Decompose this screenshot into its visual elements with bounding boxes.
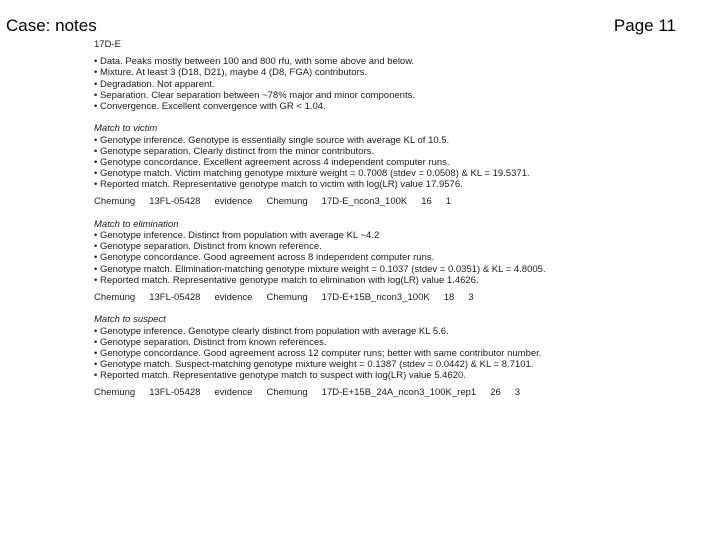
notes-body xyxy=(94,39,694,399)
ref-lab2: Chemung xyxy=(266,291,308,303)
victim-bullet: • Reported match. Representative genotype match to victim with log(LR) value 17.9576. xyxy=(94,179,463,191)
sample-bullet: • Degradation. Not apparent. xyxy=(94,78,215,90)
elimination-bullet: • Genotype inference. Distinct from population with average KL ~4.2 xyxy=(94,230,380,241)
ref-type: evidence xyxy=(214,387,253,399)
sample-bullet: • Separation. Clear separation between ~78% major and minor components. xyxy=(94,89,415,101)
suspect-reference-row xyxy=(94,387,694,398)
suspect-bullet: • Genotype separation. Distinct from known references. xyxy=(94,336,327,348)
victim-bullet: • Genotype separation. Clearly distinct from the minor contributors. xyxy=(94,145,375,157)
ref-n1: 16 xyxy=(421,196,432,208)
victim-bullet: • Genotype inference. Genotype is essentially single source with average KL of 10.5. xyxy=(94,134,450,146)
ref-n1: 26 xyxy=(490,387,501,399)
elimination-bullet: • Genotype concordance. Good agreement across 8 independent computer runs. xyxy=(94,252,435,264)
ref-type: evidence xyxy=(214,291,253,303)
suspect-bullet: • Genotype match. Suspect-matching genotype mixture weight = 0.1387 (stdev = 0.0442) & KL = 8.7101. xyxy=(94,359,534,371)
ref-case: 13FL-05428 xyxy=(149,291,201,303)
ref-case: 13FL-05428 xyxy=(149,387,201,399)
sample-bullet: • Data. Peaks mostly between 100 and 800 rfu, with some above and below. xyxy=(94,56,415,68)
elimination-bullet: • Genotype separation. Distinct from known reference. xyxy=(94,241,322,253)
ref-lab: Chemung xyxy=(94,387,136,399)
victim-bullet: • Genotype concordance. Excellent agreement across 4 independent computer runs. xyxy=(94,156,450,168)
sample-title: 17D-E xyxy=(94,39,121,50)
victim-heading: Match to victim xyxy=(94,123,158,135)
elimination-bullet: • Genotype match. Elimination-matching genotype mixture weight = 0.1037 (stdev = 0.0351) & KL = 4.8005. xyxy=(94,263,546,275)
ref-lab: Chemung xyxy=(94,196,136,208)
ref-run: 17D-E+15B_ncon3_100K xyxy=(321,291,430,303)
victim-reference-row xyxy=(94,196,694,207)
page-number: Page 11 xyxy=(613,16,676,35)
elimination-bullet: • Reported match. Representative genotype match to elimination with log(LR) value 1.4626. xyxy=(94,274,479,286)
ref-lab: Chemung xyxy=(94,291,136,303)
ref-case: 13FL-05428 xyxy=(149,196,201,208)
suspect-bullet: • Genotype inference. Genotype clearly distinct from population with average KL 5.6. xyxy=(94,325,449,337)
suspect-heading: Match to suspect xyxy=(94,314,166,326)
suspect-bullet: • Genotype concordance. Good agreement across 12 computer runs; better with same contributor number. xyxy=(94,347,542,359)
page-header-title: Case: notes xyxy=(6,16,97,35)
ref-lab2: Chemung xyxy=(266,387,308,399)
elimination-heading: Match to elimination xyxy=(94,218,179,230)
sample-bullet: • Mixture. At least 3 (D18, D21), maybe 4 (D8, FGA) contributors. xyxy=(94,67,368,79)
elimination-reference-row xyxy=(94,292,694,303)
sample-bullet: • Convergence. Excellent convergence with GR < 1.04. xyxy=(94,100,326,112)
ref-n2: 3 xyxy=(514,387,521,399)
ref-run: 17D-E_ncon3_100K xyxy=(321,196,408,208)
suspect-bullet: • Reported match. Representative genotype match to suspect with log(LR) value 5.4620. xyxy=(94,370,466,382)
ref-n1: 18 xyxy=(443,291,455,303)
ref-n2: 3 xyxy=(468,291,474,303)
victim-bullet: • Genotype match. Victim matching genotype mixture weight = 0.7008 (stdev = 0.0508) & KL = 19.5371. xyxy=(94,168,530,180)
ref-type: evidence xyxy=(214,196,253,208)
ref-run: 17D-E+15B_24A_ncon3_100K_rep1 xyxy=(321,387,477,399)
ref-n2: 1 xyxy=(445,196,452,208)
ref-lab2: Chemung xyxy=(266,196,308,208)
